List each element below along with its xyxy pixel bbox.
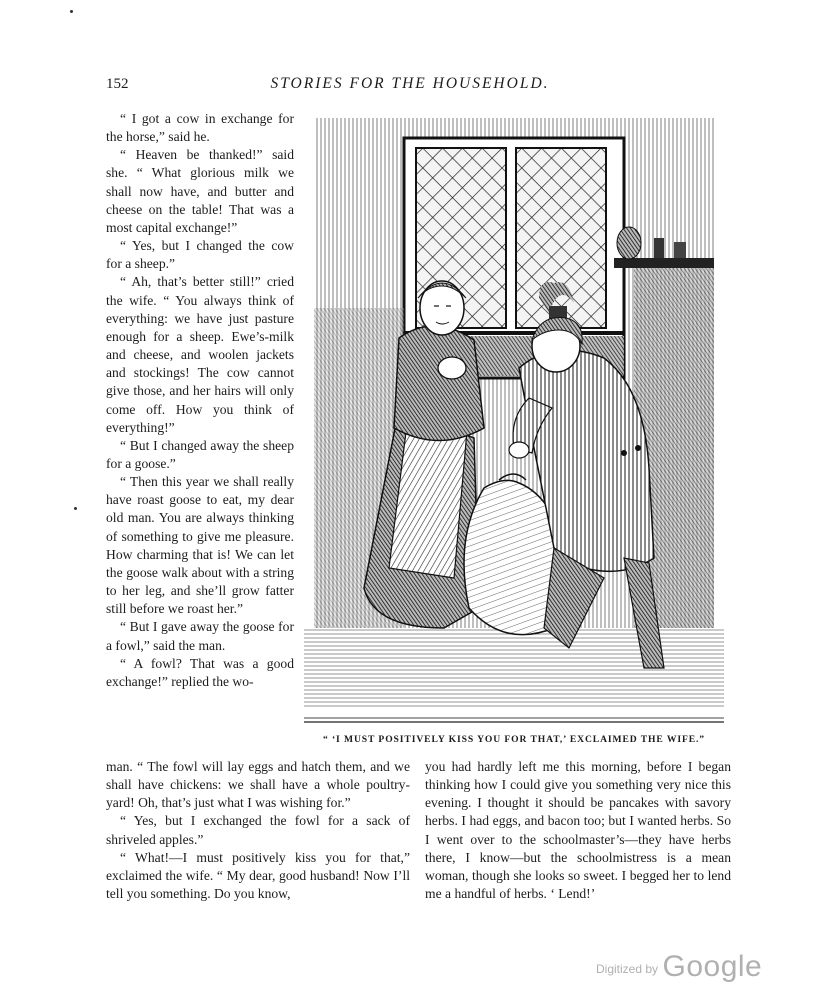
paragraph: “ Yes, but I exchanged the fowl for a sack of shriveled apples.” — [106, 813, 410, 847]
paragraph: “ Heaven be thanked!” said she. “ What glorious milk we shall now have, and butter and cheese on the table! That was a most capital exchange!” — [106, 147, 294, 235]
paragraph: “ I got a cow in exchange for the horse,” said he. — [106, 111, 294, 145]
google-logo: Google — [662, 950, 763, 983]
margin-mark-side — [74, 507, 77, 510]
paragraph: you had hardly left me this morning, before I began thinking how I could give you something very nice this evening. I thought it should be pancakes with savory herbs. I had eggs, and bacon too; but I wanted herbs. So I went over to the schoolmaster’s—they have herbs there, I know—but the schoolmistress is a mean woman, though she looks so sweet. I begged her to lend me a handful of herbs. ‘ Lend!’ — [425, 759, 731, 902]
digitization-watermark — [596, 950, 762, 984]
paragraph: “ A fowl? That was a good exchange!” replied the wo- — [106, 655, 294, 689]
paragraph: “ Ah, that’s better still!” cried the wife. “ You always think of everything: we have just pasture enough for a sheep. Ewe’s-milk and cheese, and woolen jackets and stockings! The cow cannot give those, and her hairs will only come off. How you think of everything!” — [106, 274, 294, 435]
paragraph: “ But I gave away the goose for a fowl,” said the man. — [106, 619, 294, 653]
bottom-right-column — [425, 758, 731, 903]
margin-mark-top — [70, 10, 73, 13]
paragraph: “ Then this year we shall really have roast goose to eat, my dear old man. You are always thinking of something to give me pleasure. How charming that is! We can let the goose walk about with a string to her leg, and she’ll grow fatter still before we roast her.” — [106, 474, 294, 617]
bottom-left-column — [106, 758, 410, 903]
narrow-text-column — [106, 110, 294, 691]
paragraph: man. “ The fowl will lay eggs and hatch them, and we shall have chickens: we shall have a whole poultry-yard! Oh, that’s just what I was wishing for.” — [106, 759, 410, 811]
illustration-caption: “ ‘I MUST POSITIVELY KISS YOU FOR THAT,’ EXCLAIMED THE WIFE.” — [322, 734, 706, 745]
engraving-illustration — [304, 108, 724, 726]
paragraph: “ But I changed away the sheep for a goose.” — [106, 437, 294, 471]
running-title: STORIES FOR THE HOUSEHOLD. — [270, 75, 550, 92]
page-number: 152 — [106, 76, 129, 92]
paragraph: “ Yes, but I changed the cow for a sheep.” — [106, 238, 294, 272]
watermark-prefix: Digitized by — [596, 962, 659, 976]
paragraph: “ What!—I must positively kiss you for that,” exclaimed the wife. “ My dear, good husband! Now I’ll tell you something. Do you know, — [106, 849, 410, 902]
